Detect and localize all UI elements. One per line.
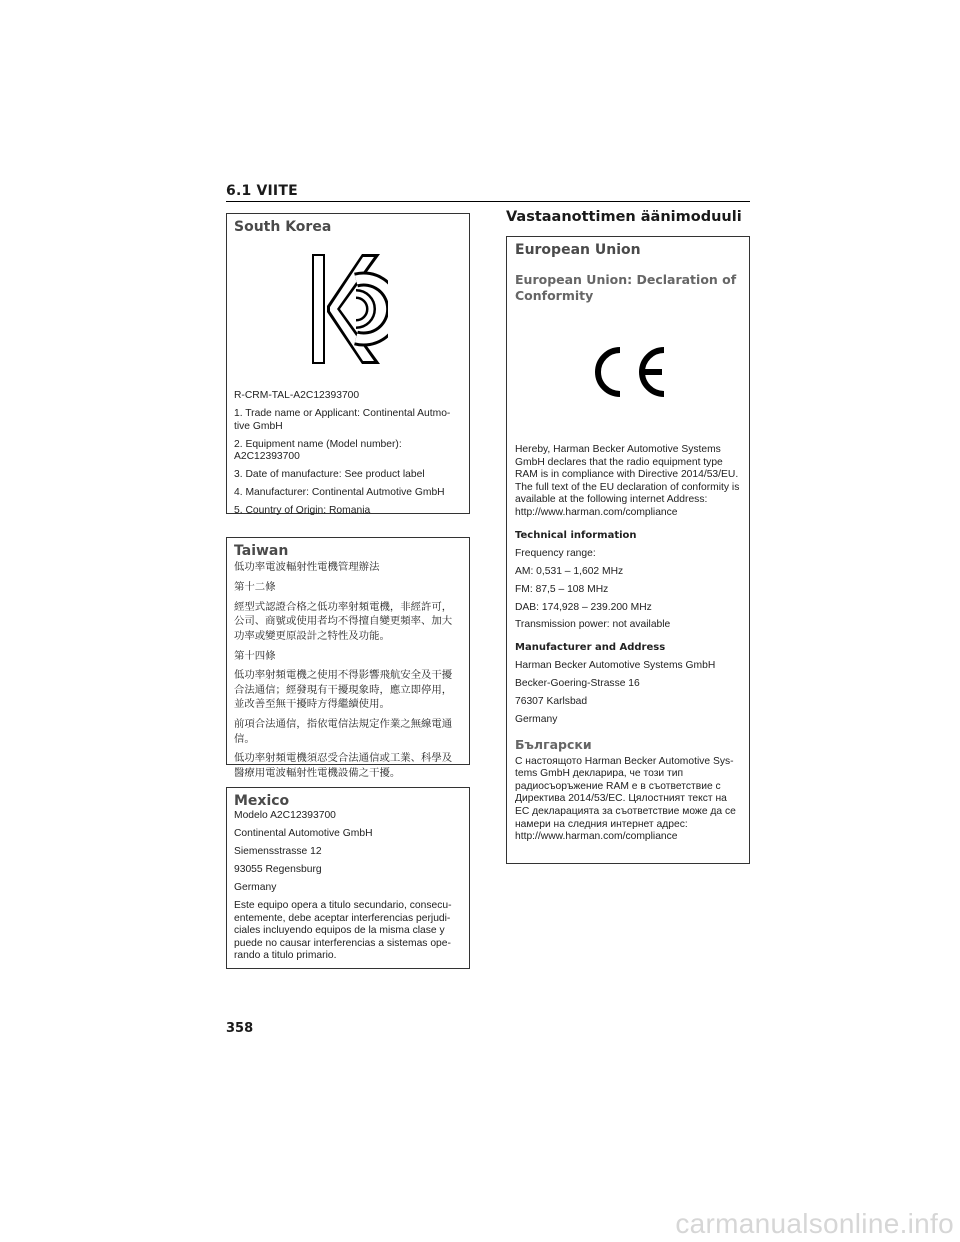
ce-logo (515, 304, 741, 440)
tech-line: AM: 0,531 – 1,602 MHz (515, 565, 624, 577)
eu-declaration-text: Hereby, Harman Becker Automotive Systems GmbH declares that the radio equipment type RAM is in compliance with Directive 2014/53/EU. The full text of the EU declaration of conformity is available at the following internet Address: http://www.harman.com/compliance (515, 444, 740, 518)
korea-line: 5. Country of Origin: Romania (234, 505, 371, 517)
eu-declaration-title: European Union: Declaration of Conformity (515, 272, 737, 303)
tech-line: Transmission power: not available (515, 619, 671, 631)
manufacturer-heading: Manufacturer and Address (515, 642, 666, 654)
tech-line: DAB: 174,928 – 239.200 MHz (515, 601, 652, 613)
page-number: 358 (226, 1021, 254, 1036)
mexico-line: Siemensstrasse 12 (234, 845, 322, 857)
section-header (226, 180, 750, 202)
kc-logo (234, 236, 462, 386)
manufacturer-line: Harman Becker Automotive Systems GmbH (515, 660, 716, 672)
tech-info-heading: Technical information (515, 529, 637, 541)
section-title: 6.1 VIITE (226, 183, 298, 199)
taiwan-line: 第十二條 (234, 580, 276, 593)
korea-line: 2. Equipment name (Model number): A2C12393700 (234, 438, 402, 463)
bulgarian-title: Български (515, 736, 592, 752)
mexico-box (226, 787, 470, 969)
european-union-box (506, 236, 750, 864)
korea-line: 4. Manufacturer: Continental Autmotive GmbH (234, 487, 445, 499)
receiver-module-title: Vastaanottimen äänimoduuli (506, 209, 742, 225)
manufacturer-line: Germany (515, 714, 558, 726)
kc-mark-icon (308, 250, 388, 368)
eu-title: European Union (515, 242, 641, 258)
mexico-line: Continental Automotive GmbH (234, 827, 373, 839)
mexico-line: Modelo A2C12393700 (234, 810, 336, 821)
tech-line: FM: 87,5 – 108 MHz (515, 583, 609, 595)
mexico-line: Este equipo opera a titulo secundario, consecu-entemente, debe aceptar interferencias perjudi-ciales incluyendo equipos de la misma clase y puede no causar interferencias a sistemas ope-rando a titulo primario. (234, 899, 452, 962)
korea-title: South Korea (234, 219, 332, 235)
mexico-title: Mexico (234, 793, 290, 809)
taiwan-line: 經型式認證合格之低功率射頻電機，非經許可，公司、商號或使用者均不得擅自變更頻率、加大功率或變更原設計之特性及功能。 (234, 600, 453, 642)
taiwan-line: 前項合法通信，指依電信法規定作業之無線電通信。 (234, 718, 453, 745)
bulgarian-text: С настоящото Harman Becker Automotive Sys-tems GmbH декларира, че този тип радиосъоръжение RAM е в съответствие с Директива 2014/53/ЕС. Цялостният текст на ЕС декларацията за съответствие може да се намери на следния интернет адрес: http://www.harman.com/compliance (515, 755, 736, 843)
mexico-line: 93055 Regensburg (234, 863, 322, 875)
south-korea-box (226, 213, 470, 517)
taiwan-line: 低功率射頻電機之使用不得影響飛航安全及干擾合法通信；經發現有干擾現象時，應立即停用，並改善至無干擾時方得繼續使用。 (234, 669, 453, 711)
tech-line: Frequency range: (515, 547, 596, 559)
korea-line: R-CRM-TAL-A2C12393700 (234, 390, 360, 401)
korea-line: 1. Trade name or Applicant: Continental Autmo-tive GmbH (234, 407, 451, 432)
taiwan-line: 第十四條 (234, 649, 276, 662)
taiwan-title: Taiwan (234, 543, 289, 559)
mexico-line: Germany (234, 881, 277, 893)
taiwan-line: 低功率電波輻射性電機管理辦法 (234, 561, 380, 573)
taiwan-line: 低功率射頻電機須忍受合法通信或工業、科學及醫療用電波輻射性電機設備之干擾。 (234, 752, 453, 779)
watermark: carmanualsonline.info (675, 1208, 954, 1239)
ce-mark-icon (588, 344, 668, 400)
manufacturer-line: 76307 Karlsbad (515, 696, 588, 708)
manufacturer-line: Becker-Goering-Strasse 16 (515, 678, 640, 690)
korea-line: 3. Date of manufacture: See product label (234, 469, 425, 481)
taiwan-box (226, 537, 470, 779)
